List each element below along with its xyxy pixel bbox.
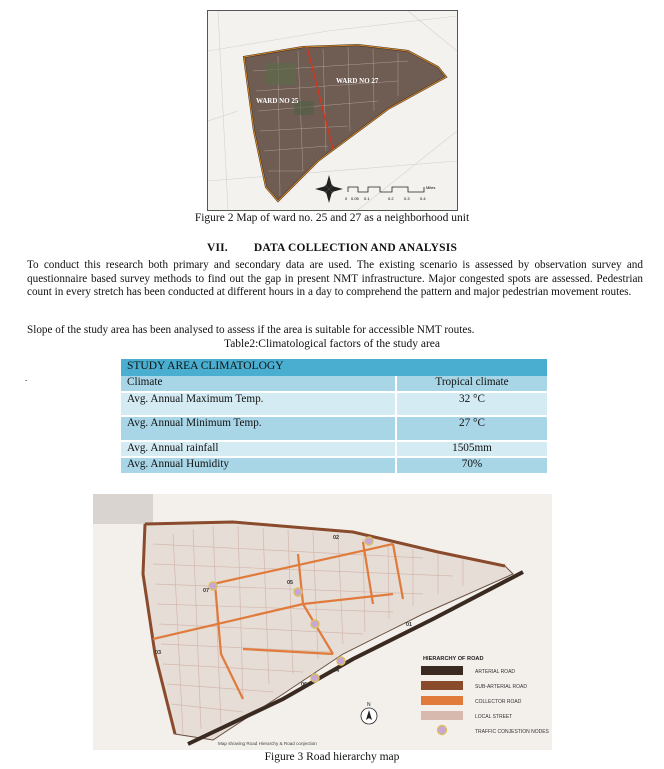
legend-label: COLLECTOR ROAD: [475, 699, 522, 705]
table-header-row: [121, 376, 547, 392]
legend-label: SUB-ARTERIAL ROAD: [475, 684, 527, 690]
map-note: Map showing Road Hierarchy & Road conjection: [218, 741, 317, 746]
legend-title: HIERARCHY OF ROAD: [423, 656, 484, 662]
table-title: STUDY AREA CLIMATOLOGY: [121, 359, 547, 376]
table-caption: Table2:Climatological factors of the study area: [223, 338, 441, 350]
table-row: [121, 457, 547, 473]
paragraph-2: Slope of the study area has been analysed to assess if the area is suitable for accessible NMT routes.: [27, 324, 475, 336]
scale-tick: 0.4: [420, 196, 426, 201]
table-cell: Avg. Annual Humidity: [121, 457, 396, 473]
north-label: N: [367, 702, 371, 708]
table-cell: Avg. Annual Maximum Temp.: [121, 392, 396, 416]
node-label: 06: [301, 682, 308, 688]
ward-25-label: WARD NO 25: [256, 97, 299, 105]
section-number: VII.: [206, 242, 228, 254]
table-header-cell: Tropical climate: [396, 376, 547, 392]
stray-dot: .: [25, 373, 28, 383]
node-label: 03: [155, 650, 162, 656]
table-title-row: [121, 359, 547, 376]
legend-swatch: [421, 681, 463, 690]
table-cell: Avg. Annual rainfall: [121, 441, 396, 457]
paragraph-1: To conduct this research both primary and secondary data are used. The existing scenario is assessed by observation survey and questionnaire based survey methods to find out the gap in present NMT infrastructure. Major congested spots are assessed. Pedestrian count in every stretch has been conducted at different hours in a day to comprehend the pattern and major pedestrian movement routes.: [27, 259, 643, 299]
table-header-cell: Climate: [121, 376, 396, 392]
table-row: [121, 441, 547, 457]
scale-tick: 0.1: [364, 196, 370, 201]
table-row: [121, 416, 547, 441]
legend-label: LOCAL STREET: [475, 714, 513, 720]
legend-node-icon: [438, 726, 447, 735]
table-cell: 1505mm: [396, 441, 547, 457]
legend-swatch: [421, 666, 463, 675]
figure-2-map: [207, 10, 458, 211]
figure-3-caption: Figure 3 Road hierarchy map: [264, 751, 400, 763]
table-cell: 32 °C: [396, 392, 547, 416]
climatology-table: [121, 359, 547, 473]
legend-swatch: [421, 696, 463, 705]
table-cell: Avg. Annual Minimum Temp.: [121, 416, 396, 441]
table-row: [121, 392, 547, 416]
node-label: 07: [203, 588, 210, 594]
scale-tick: 0.2: [388, 196, 394, 201]
section-title: DATA COLLECTION AND ANALYSIS: [253, 242, 458, 254]
table-cell: 27 °C: [396, 416, 547, 441]
node-label: 05: [287, 580, 294, 586]
legend-label: ARTERIAL ROAD: [475, 669, 516, 675]
table-cell: 70%: [396, 457, 547, 473]
node-label: 01: [406, 622, 413, 628]
node-label: 04: [333, 668, 340, 674]
section-heading: [0, 242, 664, 254]
figure-3-road-map: [93, 494, 552, 750]
ward-27-label: WARD NO 27: [336, 77, 379, 85]
scale-tick: 0.05: [351, 196, 359, 201]
legend-label: TRAFFIC CONJESTION NODES: [475, 729, 549, 735]
scale-tick: 0.3: [404, 196, 410, 201]
figure-2-caption: Figure 2 Map of ward no. 25 and 27 as a neighborhood unit: [194, 212, 470, 224]
legend-swatch: [421, 711, 463, 720]
scale-unit: Miles: [426, 185, 436, 190]
scale-tick: 0: [345, 196, 348, 201]
node-label: 02: [333, 535, 340, 541]
